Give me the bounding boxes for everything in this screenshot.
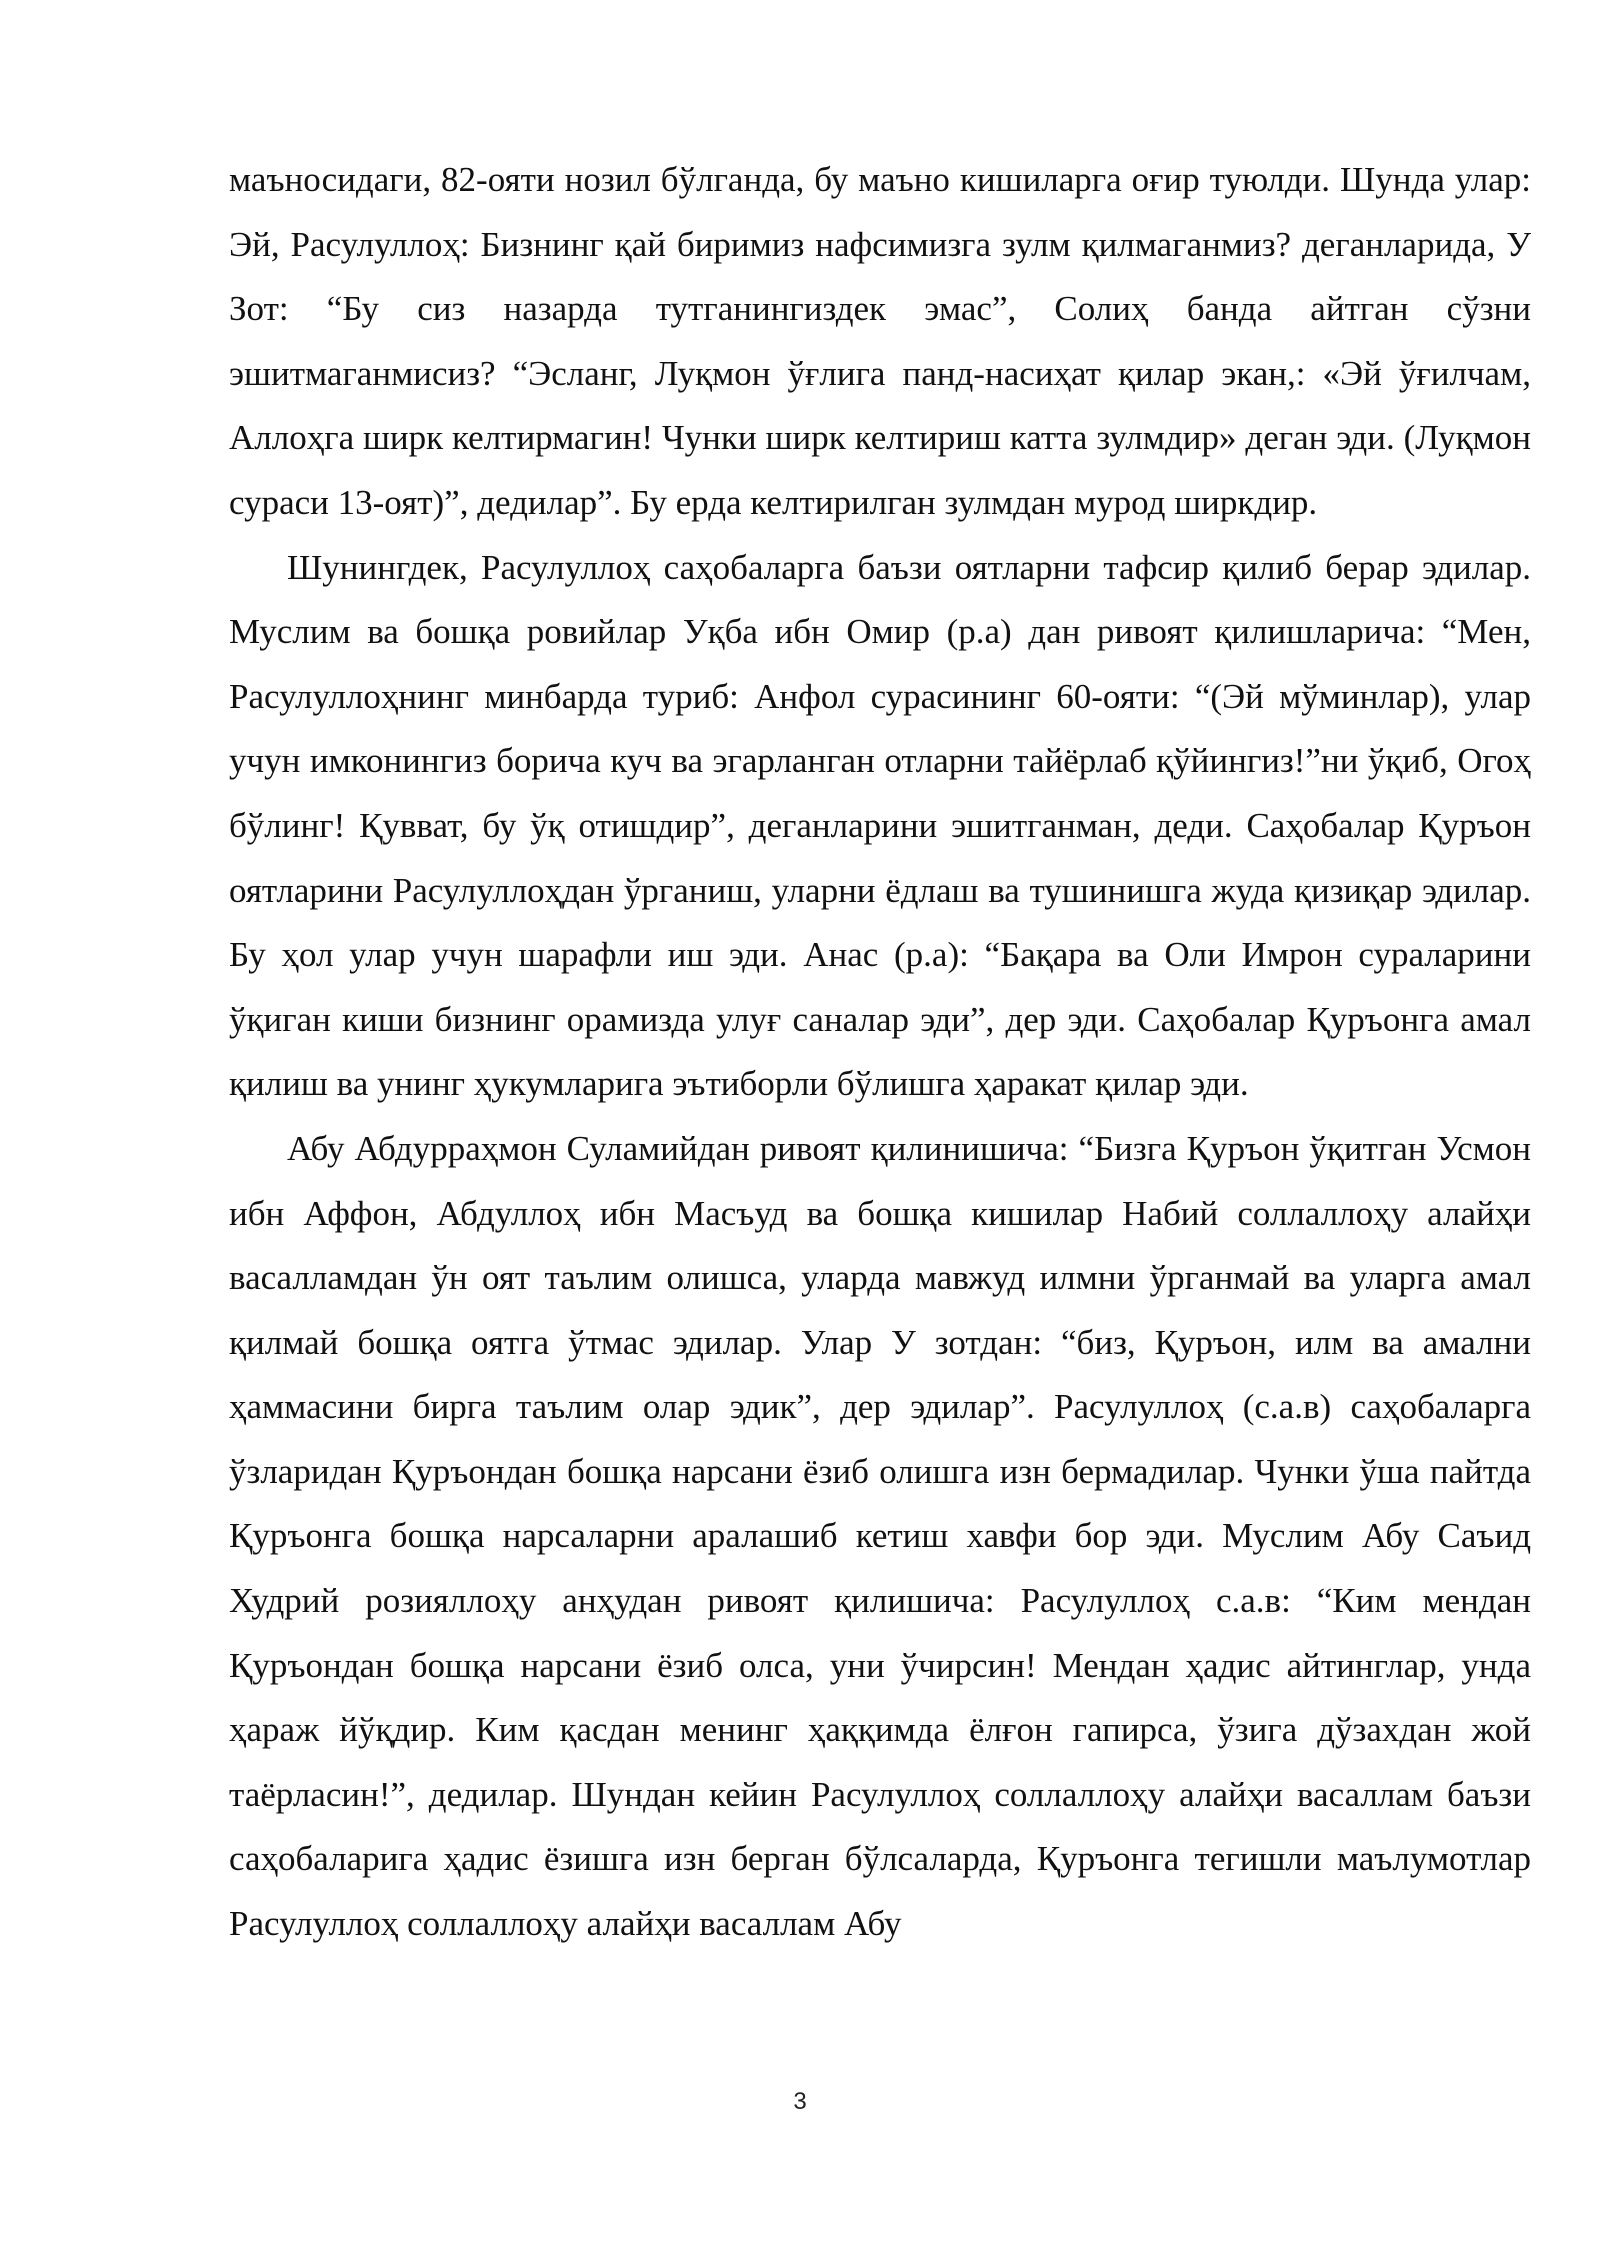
paragraph-3: Абу Абдурраҳмон Суламийдан ривоят қилинишича: “Бизга Қуръон ўқитган Усмон ибн Аффон, Абдуллоҳ ибн Масъуд ва бошқа кишилар Набий соллаллоҳу алайҳи васалламдан ўн оят таълим олишса, уларда мавжуд илмни ўрганмай ва уларга амал қилмай бошқа оятга ўтмас эдилар. Улар У зотдан: “биз, Қуръон, илм ва амални ҳаммасини бирга таълим олар эдик”, дер эдилар”. Расулуллоҳ (с.а.в) саҳобаларга ўзларидан Қуръондан бошқа нарсани ёзиб олишга изн бермадилар. Чунки ўша пайтда Қуръонга бошқа нарсаларни аралашиб кетиш хавфи бор эди. Муслим Абу Саъид Худрий розияллоҳу анҳудан ривоят қилишича: Расулуллоҳ с.а.в: “Ким мендан Қуръондан бошқа нарсани ёзиб олса, уни ўчирсин! Мендан ҳадис айтинглар, унда ҳараж йўқдир. Ким қасдан менинг ҳаққимда ёлғон гапирса, ўзига дўзахдан жой таёрласин!”, дедилар. Шундан кейин Расулуллоҳ соллаллоҳу алайҳи васаллам баъзи саҳобаларига ҳадис ёзишга изн берган бўлсаларда, Қуръонга тегишли маълумотлар Расулуллоҳ соллаллоҳу алайҳи васаллам Абу (229, 1128, 1531, 1944)
paragraph-1: маъносидаги, 82-ояти нозил бўлганда, бу маъно кишиларга оғир туюлди. Шунда улар: Эй, Расулуллоҳ: Бизнинг қай биримиз нафсимизга зулм қилмаганмиз? деганларида, У Зот: “Бу сиз назарда тутганингиздек эмас”, Солиҳ банда айтган сўзни эшитмаганмисиз? “Эсланг, Луқмон ўғлига панд-насиҳат қилар экан,: «Эй ўғилчам, Аллоҳга ширк келтирмагин! Чунки ширк келтириш катта зулмдир» деган эди. (Луқмон сураси 13-оят)”, дедилар”. Бу ерда келтирилган зулмдан мурод ширкдир. (229, 160, 1531, 522)
body-text (229, 148, 1531, 1957)
page-number: 3 (793, 2088, 807, 2115)
paragraph-2: Шунингдек, Расулуллоҳ саҳобаларга баъзи оятларни тафсир қилиб берар эдилар. Муслим ва бошқа ровийлар Уқба ибн Омир (р.а) дан ривоят қилишларича: “Мен, Расулуллоҳнинг минбарда туриб: Анфол сурасининг 60-ояти: “(Эй мўминлар), улар учун имконингиз борича куч ва эгарланган отларни тайёрлаб қўйингиз!”ни ўқиб, Огоҳ бўлинг! Қувват, бу ўқ отишдир”, деганларини эшитганман, деди. Саҳобалар Қуръон оятларини Расулуллоҳдан ўрганиш, уларни ёдлаш ва тушинишга жуда қизиқар эдилар. Бу ҳол улар учун шарафли иш эди. Анас (р.а): “Бақара ва Оли Имрон сураларини ўқиган киши бизнинг орамизда улуғ саналар эди”, дер эди. Саҳобалар Қуръонга амал қилиш ва унинг ҳукумларига эътиборли бўлишга ҳаракат қилар эди. (229, 547, 1531, 1104)
